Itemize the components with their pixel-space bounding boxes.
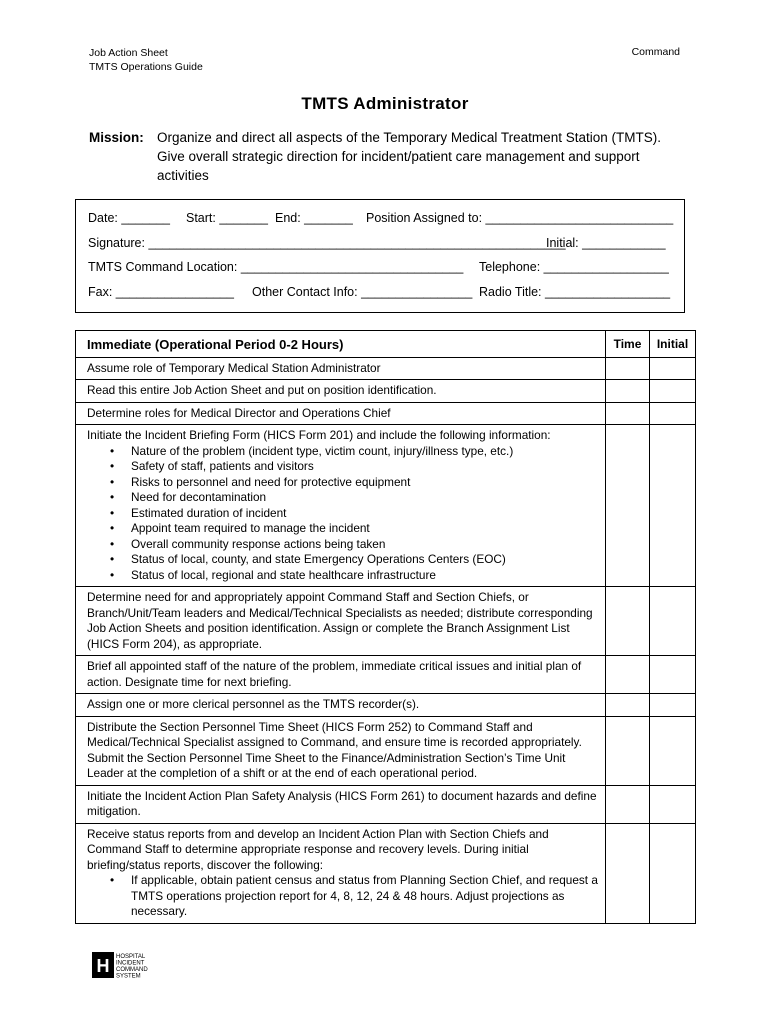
bullet-item: • Appoint team required to manage the incident [131,521,600,537]
bullet-item: • Risks to personnel and need for protective equipment [131,475,600,491]
assignment-info-box [75,199,685,313]
bullet-item: • If applicable, obtain patient census and status from Planning Section Chief, and request a TMTS operations projection report for 4, 8, 12, 24 & 48 hours. Adjust projections as necessary. [131,873,600,920]
task-cell [76,823,606,923]
table-row [76,357,696,380]
signature-field[interactable]: Signature: ____________________________________________________________ [88,236,566,250]
bullet-item: • Safety of staff, patients and visitors [131,459,600,475]
bullet-item: • Overall community response actions being taken [131,537,600,553]
initial-cell[interactable] [650,357,696,380]
logo-line-1: HOSPITAL [116,954,146,960]
header-guide: TMTS Operations Guide [89,61,203,73]
telephone-field[interactable]: Telephone: __________________ [479,260,669,274]
mission-label: Mission: [89,130,144,145]
date-field[interactable]: Date: _______ [88,211,171,225]
time-cell[interactable] [606,785,650,823]
fax-field[interactable]: Fax: _________________ [88,285,234,299]
table-heading: Immediate (Operational Period 0-2 Hours) [76,331,606,358]
start-field[interactable]: Start: _______ [186,211,269,225]
initial-cell[interactable] [650,716,696,785]
initial-cell[interactable] [650,587,696,656]
initial-cell[interactable] [650,380,696,403]
task-text: Read this entire Job Action Sheet and put on position identification. [76,380,606,403]
time-cell[interactable] [606,716,650,785]
hics-logo [92,952,156,978]
header-doc-type: Job Action Sheet [89,47,168,59]
bullet-item: • Nature of the problem (incident type, victim count, injury/illness type, etc.) [131,444,600,460]
initial-cell[interactable] [650,694,696,717]
time-cell[interactable] [606,694,650,717]
table-row [76,402,696,425]
time-cell[interactable] [606,357,650,380]
logo-letter: H [96,956,110,976]
task-text: Determine need for and appropriately appoint Command Staff and Section Chiefs, or Branch/Unit/Team leaders and Medical/Technical Specialists as needed; distribute corresponding Job Action Sheets and position identification. Assign or complete the Branch Assignment List (HICS Form 204), as appropriate. [76,587,606,656]
task-text: Receive status reports from and develop an Incident Action Plan with Section Chiefs and Command Staff to determine appropriate response and recovery levels. During initial briefing/status reports, discover the following: [87,826,549,872]
end-field[interactable]: End: _______ [275,211,353,225]
bullet-item: • Estimated duration of incident [131,506,600,522]
task-text: Assign one or more clerical personnel as the TMTS recorder(s). [76,694,606,717]
time-cell[interactable] [606,823,650,923]
task-text: Initiate the Incident Briefing Form (HICS Form 201) and include the following information: [87,428,551,442]
time-cell[interactable] [606,656,650,694]
table-row [76,656,696,694]
page-title: TMTS Administrator [301,94,469,113]
bullet-item: • Need for decontamination [131,490,600,506]
task-text: Initiate the Incident Action Plan Safety Analysis (HICS Form 261) to document hazards and define mitigation. [76,785,606,823]
table-row [76,587,696,656]
task-cell [76,425,606,587]
position-assigned-field[interactable]: Position Assigned to: ___________________________ [366,211,674,225]
command-location-field[interactable]: TMTS Command Location: ________________________________ [88,260,464,274]
table-header-row [76,331,696,358]
table-row [76,785,696,823]
other-contact-field[interactable]: Other Contact Info: ________________ [252,285,473,299]
initial-cell[interactable] [650,402,696,425]
time-cell[interactable] [606,425,650,587]
table-row [76,716,696,785]
task-text: Determine roles for Medical Director and Operations Chief [76,402,606,425]
initial-cell[interactable] [650,425,696,587]
initial-cell[interactable] [650,656,696,694]
task-bullet-list [87,444,600,584]
logo-line-3: COMMAND [116,967,148,973]
task-text: Brief all appointed staff of the nature of the problem, immediate critical issues and initial plan of action. Designate time for next briefing. [76,656,606,694]
document-header [89,46,203,74]
initial-cell[interactable] [650,785,696,823]
task-text: Distribute the Section Personnel Time Sheet (HICS Form 252) to Command Staff and Medical/Technical Specialist assigned to Command, and ensure time is recorded appropriately. Submit the Section Personnel Time Sheet to the Finance/Administration Section’s Time Unit Leader at the completion of a shift or at the end of each operational period. [76,716,606,785]
task-bullet-list [87,873,600,920]
radio-title-field[interactable]: Radio Title: __________________ [479,285,671,299]
initial-column-header: Initial [650,331,696,358]
task-table [75,330,696,924]
time-cell[interactable] [606,587,650,656]
table-row [76,380,696,403]
mission-text: Organize and direct all aspects of the Temporary Medical Treatment Station (TMTS). Give overall strategic direction for incident/patient care management and support activities [157,130,661,183]
logo-line-2: INCIDENT [116,960,145,967]
time-column-header: Time [606,331,650,358]
time-cell[interactable] [606,380,650,403]
bullet-item: • Status of local, regional and state healthcare infrastructure [131,568,600,584]
initial-cell[interactable] [650,823,696,923]
bullet-item: • Status of local, county, and state Emergency Operations Centers (EOC) [131,552,600,568]
table-row [76,823,696,923]
header-section: Command [631,46,680,58]
time-cell[interactable] [606,402,650,425]
initial-field[interactable]: Initial: ____________ [546,236,666,250]
logo-line-4: SYSTEM [116,973,141,978]
table-row [76,694,696,717]
table-row [76,425,696,587]
task-text: Assume role of Temporary Medical Station Administrator [76,357,606,380]
